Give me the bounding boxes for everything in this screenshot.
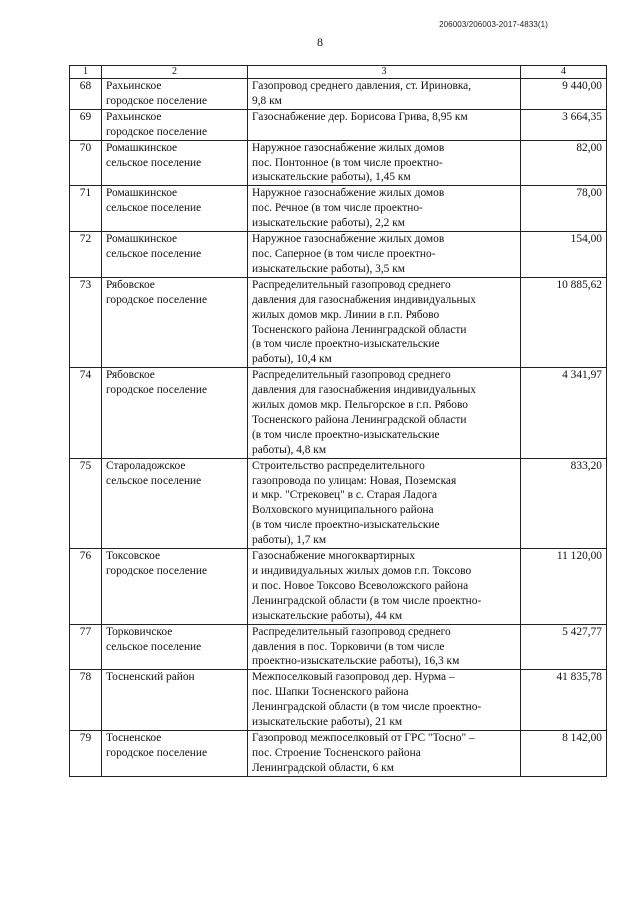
row-number: 78	[70, 670, 102, 731]
amount-cell: 5 427,77	[521, 624, 607, 670]
municipality-cell: Рахьинское городское поселение	[102, 79, 248, 110]
municipality-cell: Токсовское городское поселение	[102, 549, 248, 625]
table-row	[70, 368, 607, 458]
row-number: 76	[70, 549, 102, 625]
table-row	[70, 670, 607, 731]
project-description-cell: Наружное газоснабжение жилых домов пос. Речное (в том числе проектно- изыскательские работы), 2,2 км	[248, 186, 521, 232]
amount-cell: 82,00	[521, 140, 607, 186]
row-number: 73	[70, 277, 102, 367]
municipality-cell: Рахьинское городское поселение	[102, 109, 248, 140]
table-row	[70, 549, 607, 625]
amount-cell: 78,00	[521, 186, 607, 232]
municipality-cell: Рябовское городское поселение	[102, 277, 248, 367]
amount-cell: 41 835,78	[521, 670, 607, 731]
row-number: 75	[70, 458, 102, 548]
municipality-cell: Торковичское сельское поселение	[102, 624, 248, 670]
row-number: 72	[70, 232, 102, 278]
page-number: 8	[317, 35, 323, 49]
table-row	[70, 730, 607, 776]
municipality-cell: Ромашкинское сельское поселение	[102, 186, 248, 232]
row-number: 70	[70, 140, 102, 186]
amount-cell: 4 341,97	[521, 368, 607, 458]
table-row	[70, 79, 607, 110]
table-row	[70, 277, 607, 367]
municipality-cell: Рябовское городское поселение	[102, 368, 248, 458]
row-number: 68	[70, 79, 102, 110]
row-number: 74	[70, 368, 102, 458]
municipality-cell: Староладожское сельское поселение	[102, 458, 248, 548]
row-number: 77	[70, 624, 102, 670]
column-header: 1	[70, 66, 102, 79]
project-description-cell: Газопровод межпоселковый от ГРС "Тосно" – пос. Строение Тосненского района Ленинградской области, 6 км	[248, 730, 521, 776]
column-header: 2	[102, 66, 248, 79]
column-header: 3	[248, 66, 521, 79]
municipality-cell: Тосненское городское поселение	[102, 730, 248, 776]
amount-cell: 154,00	[521, 232, 607, 278]
project-description-cell: Наружное газоснабжение жилых домов пос. Саперное (в том числе проектно- изыскательские работы), 3,5 км	[248, 232, 521, 278]
table-row	[70, 232, 607, 278]
amount-cell: 8 142,00	[521, 730, 607, 776]
project-description-cell: Строительство распределительного газопровода по улицам: Новая, Поземская и мкр. "Стрековец" в с. Старая Ладога Волховского муниципального района (в том числе проектно-изыскательские работы), 1,7 км	[248, 458, 521, 548]
project-description-cell: Газоснабжение дер. Борисова Грива, 8,95 км	[248, 109, 521, 140]
amount-cell: 10 885,62	[521, 277, 607, 367]
project-description-cell: Газопровод среднего давления, ст. Ириновка, 9,8 км	[248, 79, 521, 110]
amount-cell: 3 664,35	[521, 109, 607, 140]
table-row	[70, 109, 607, 140]
project-description-cell: Наружное газоснабжение жилых домов пос. Понтонное (в том числе проектно- изыскательские работы), 1,45 км	[248, 140, 521, 186]
project-description-cell: Распределительный газопровод среднего давления в пос. Торковичи (в том числе проектно-изыскательские работы), 16,3 км	[248, 624, 521, 670]
table-row	[70, 140, 607, 186]
amount-cell: 11 120,00	[521, 549, 607, 625]
column-header: 4	[521, 66, 607, 79]
row-number: 69	[70, 109, 102, 140]
project-description-cell: Газоснабжение многоквартирных и индивидуальных жилых домов г.п. Токсово и пос. Новое Токсово Всеволожского района Ленинградской области (в том числе проектно- изыскательские работы), 44 км	[248, 549, 521, 625]
table-row	[70, 186, 607, 232]
project-description-cell: Межпоселковый газопровод дер. Нурма – пос. Шапки Тосненского района Ленинградской области (в том числе проектно- изыскательские работы), 21 км	[248, 670, 521, 731]
project-description-cell: Распределительный газопровод среднего давления для газоснабжения индивидуальных жилых домов мкр. Пельгорское в г.п. Рябово Тосненского района Ленинградской области (в том числе проектно-изыскательские работы), 4,8 км	[248, 368, 521, 458]
table-header-row	[70, 66, 607, 79]
municipality-cell: Тосненский район	[102, 670, 248, 731]
project-description-cell: Распределительный газопровод среднего давления для газоснабжения индивидуальных жилых домов мкр. Линии в г.п. Рябово Тосненского района Ленинградской области (в том числе проектно-изыскательские работы), 10,4 км	[248, 277, 521, 367]
municipality-cell: Ромашкинское сельское поселение	[102, 140, 248, 186]
row-number: 79	[70, 730, 102, 776]
row-number: 71	[70, 186, 102, 232]
table-row	[70, 458, 607, 548]
table-row	[70, 624, 607, 670]
amount-cell: 833,20	[521, 458, 607, 548]
municipality-cell: Ромашкинское сельское поселение	[102, 232, 248, 278]
amount-cell: 9 440,00	[521, 79, 607, 110]
gas-projects-table	[69, 65, 607, 777]
document-id: 206003/206003-2017-4833(1)	[439, 20, 548, 29]
